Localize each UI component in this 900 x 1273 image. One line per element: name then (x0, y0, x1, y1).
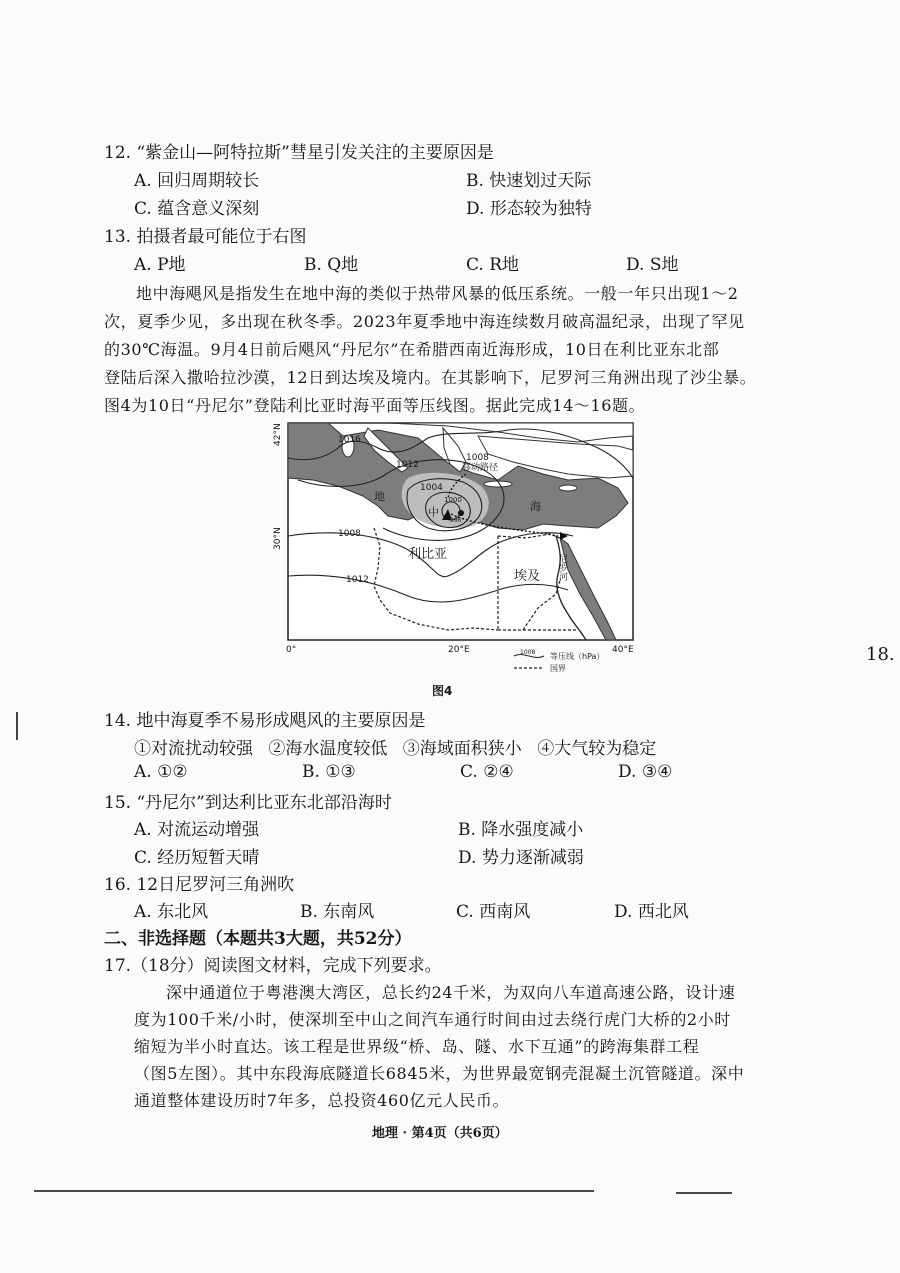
q16-option-d: D. 西北风 (614, 902, 689, 922)
isobar-map (268, 418, 648, 686)
lon-label-0: 0° (286, 645, 297, 655)
intro-line-4: 登陆后深入撒哈拉沙漠，12日到达埃及境内。在其影响下，尼罗河三角洲出现了沙尘暴。 (104, 368, 757, 387)
sea-label-zhong: 中 (428, 506, 439, 519)
q14-option-b: B. ①③ (302, 762, 356, 782)
lat-label-30n: 30°N (273, 527, 283, 550)
cyclone-center (458, 510, 464, 516)
q12-option-b: B. 快速划过天际 (466, 171, 592, 191)
intro-line-1: 地中海飓风是指发生在地中海的类似于热带风暴的低压系统。一般一年只出现1～2 (136, 284, 739, 303)
legend-isobar-text: 等压线（hPa） (550, 652, 605, 661)
q17-line-2: 度为100千米/小时，使深圳至中山之间汽车通行时间由过去绕行虎门大桥的2小时 (134, 1010, 731, 1029)
isobar-label-1004: 1004 (420, 483, 443, 493)
intro-line-2: 次，夏季少见，多出现在秋冬季。2023年夏季地中海连续数月破高温纪录，出现了罕见 (104, 312, 745, 331)
q12-stem: 12. “紫金山—阿特拉斯”彗星引发关注的主要原因是 (104, 143, 494, 163)
figure-4-caption: 图4 (432, 684, 453, 698)
q14-option-c: C. ②④ (460, 762, 514, 782)
q17-line-1: 深中通道位于粤港澳大湾区，总长约24千米，为双向八车道高速公路，设计速 (166, 983, 736, 1002)
q16-stem: 16. 12日尼罗河三角洲吹 (104, 875, 295, 895)
legend-border-text: 国界 (550, 664, 566, 673)
section-2-title: 二、非选择题（本题共3大题，共52分） (104, 929, 412, 949)
bottom-scan-line-right (676, 1192, 732, 1194)
q14-items: ①对流扰动较强 ②海水温度较低 ③海域面积狭小 ④大气较为稳定 (134, 739, 657, 759)
isobar-label-1000: 1000 (444, 496, 462, 504)
path-label: 移动路径 (462, 463, 499, 473)
isobar-label-1012-south: 1012 (346, 575, 369, 585)
q12-option-d: D. 形态较为独特 (466, 199, 592, 219)
isobar-label-996: 996 (450, 517, 462, 524)
q14-option-d: D. ③④ (618, 762, 673, 782)
margin-mark (16, 712, 18, 740)
q16-option-c: C. 西南风 (456, 902, 531, 922)
page-footer: 地理 · 第4页（共6页） (372, 1126, 508, 1141)
q12-option-a: A. 回归周期较长 (134, 171, 260, 191)
intro-line-3: 的30℃海温。9月4日前后飓风“丹尼尔”在希腊西南近海形成，10日在利比亚东北部 (104, 340, 720, 359)
q13-option-c: C. R地 (466, 255, 520, 275)
isobar-label-1008: 1008 (338, 529, 361, 539)
q17-line-4: （图5左图）。其中东段海底隧道长6845米，为世界最宽钢壳混凝土沉管隧道。深中 (134, 1064, 745, 1083)
lat-label-42n: 42°N (273, 423, 283, 446)
q13-stem: 13. 拍摄者最可能位于右图 (104, 227, 307, 247)
q12-option-c: C. 蕴含意义深刻 (134, 199, 260, 219)
river-label-nile: 尼罗河 (557, 554, 567, 581)
sea-label-hai: 海 (530, 500, 541, 513)
isobar-label-1012: 1012 (396, 460, 419, 470)
q17-line-5: 通道整体建设历时7年多，总投资460亿元人民币。 (134, 1091, 510, 1110)
q13-option-a: A. P地 (134, 255, 186, 275)
bottom-scan-line (34, 1190, 594, 1192)
q15-option-d: D. 势力逐渐减弱 (458, 848, 584, 868)
q16-option-a: A. 东北风 (134, 902, 209, 922)
q15-option-c: C. 经历短暂天晴 (134, 848, 260, 868)
q13-option-d: D. S地 (626, 255, 679, 275)
q17-stem: 17.（18分）阅读图文材料，完成下列要求。 (104, 956, 442, 976)
intro-line-5: 图4为10日“丹尼尔”登陆利比亚时海平面等压线图。据此完成14～16题。 (104, 396, 646, 415)
q14-stem: 14. 地中海夏季不易形成飓风的主要原因是 (104, 711, 426, 731)
isobar-label-1012-east: 1008 (466, 453, 489, 463)
q16-option-b: B. 东南风 (300, 902, 375, 922)
q15-option-a: A. 对流运动增强 (134, 820, 260, 840)
island-cyprus (559, 485, 577, 491)
sea-label-di: 地 (374, 490, 385, 503)
side-question-number: 18. (866, 644, 895, 665)
country-label-egypt: 埃及 (514, 569, 541, 584)
legend-isobar-code: 1008 (520, 649, 536, 656)
q13-option-b: B. Q地 (304, 255, 359, 275)
lon-label-20e: 20°E (448, 645, 470, 655)
q15-stem: 15. “丹尼尔”到达利比亚东北部沿海时 (104, 793, 392, 813)
isobar-label-1016: 1016 (338, 435, 361, 445)
lon-label-40e: 40°E (612, 645, 634, 655)
q15-option-b: B. 降水强度减小 (458, 820, 584, 840)
figure-4-map (268, 418, 648, 686)
q17-line-3: 缩短为半小时直达。该工程是世界级“桥、岛、隧、水下互通”的跨海集群工程 (134, 1037, 700, 1056)
q14-option-a: A. ①② (134, 762, 188, 782)
country-label-libya: 利比亚 (408, 547, 448, 562)
